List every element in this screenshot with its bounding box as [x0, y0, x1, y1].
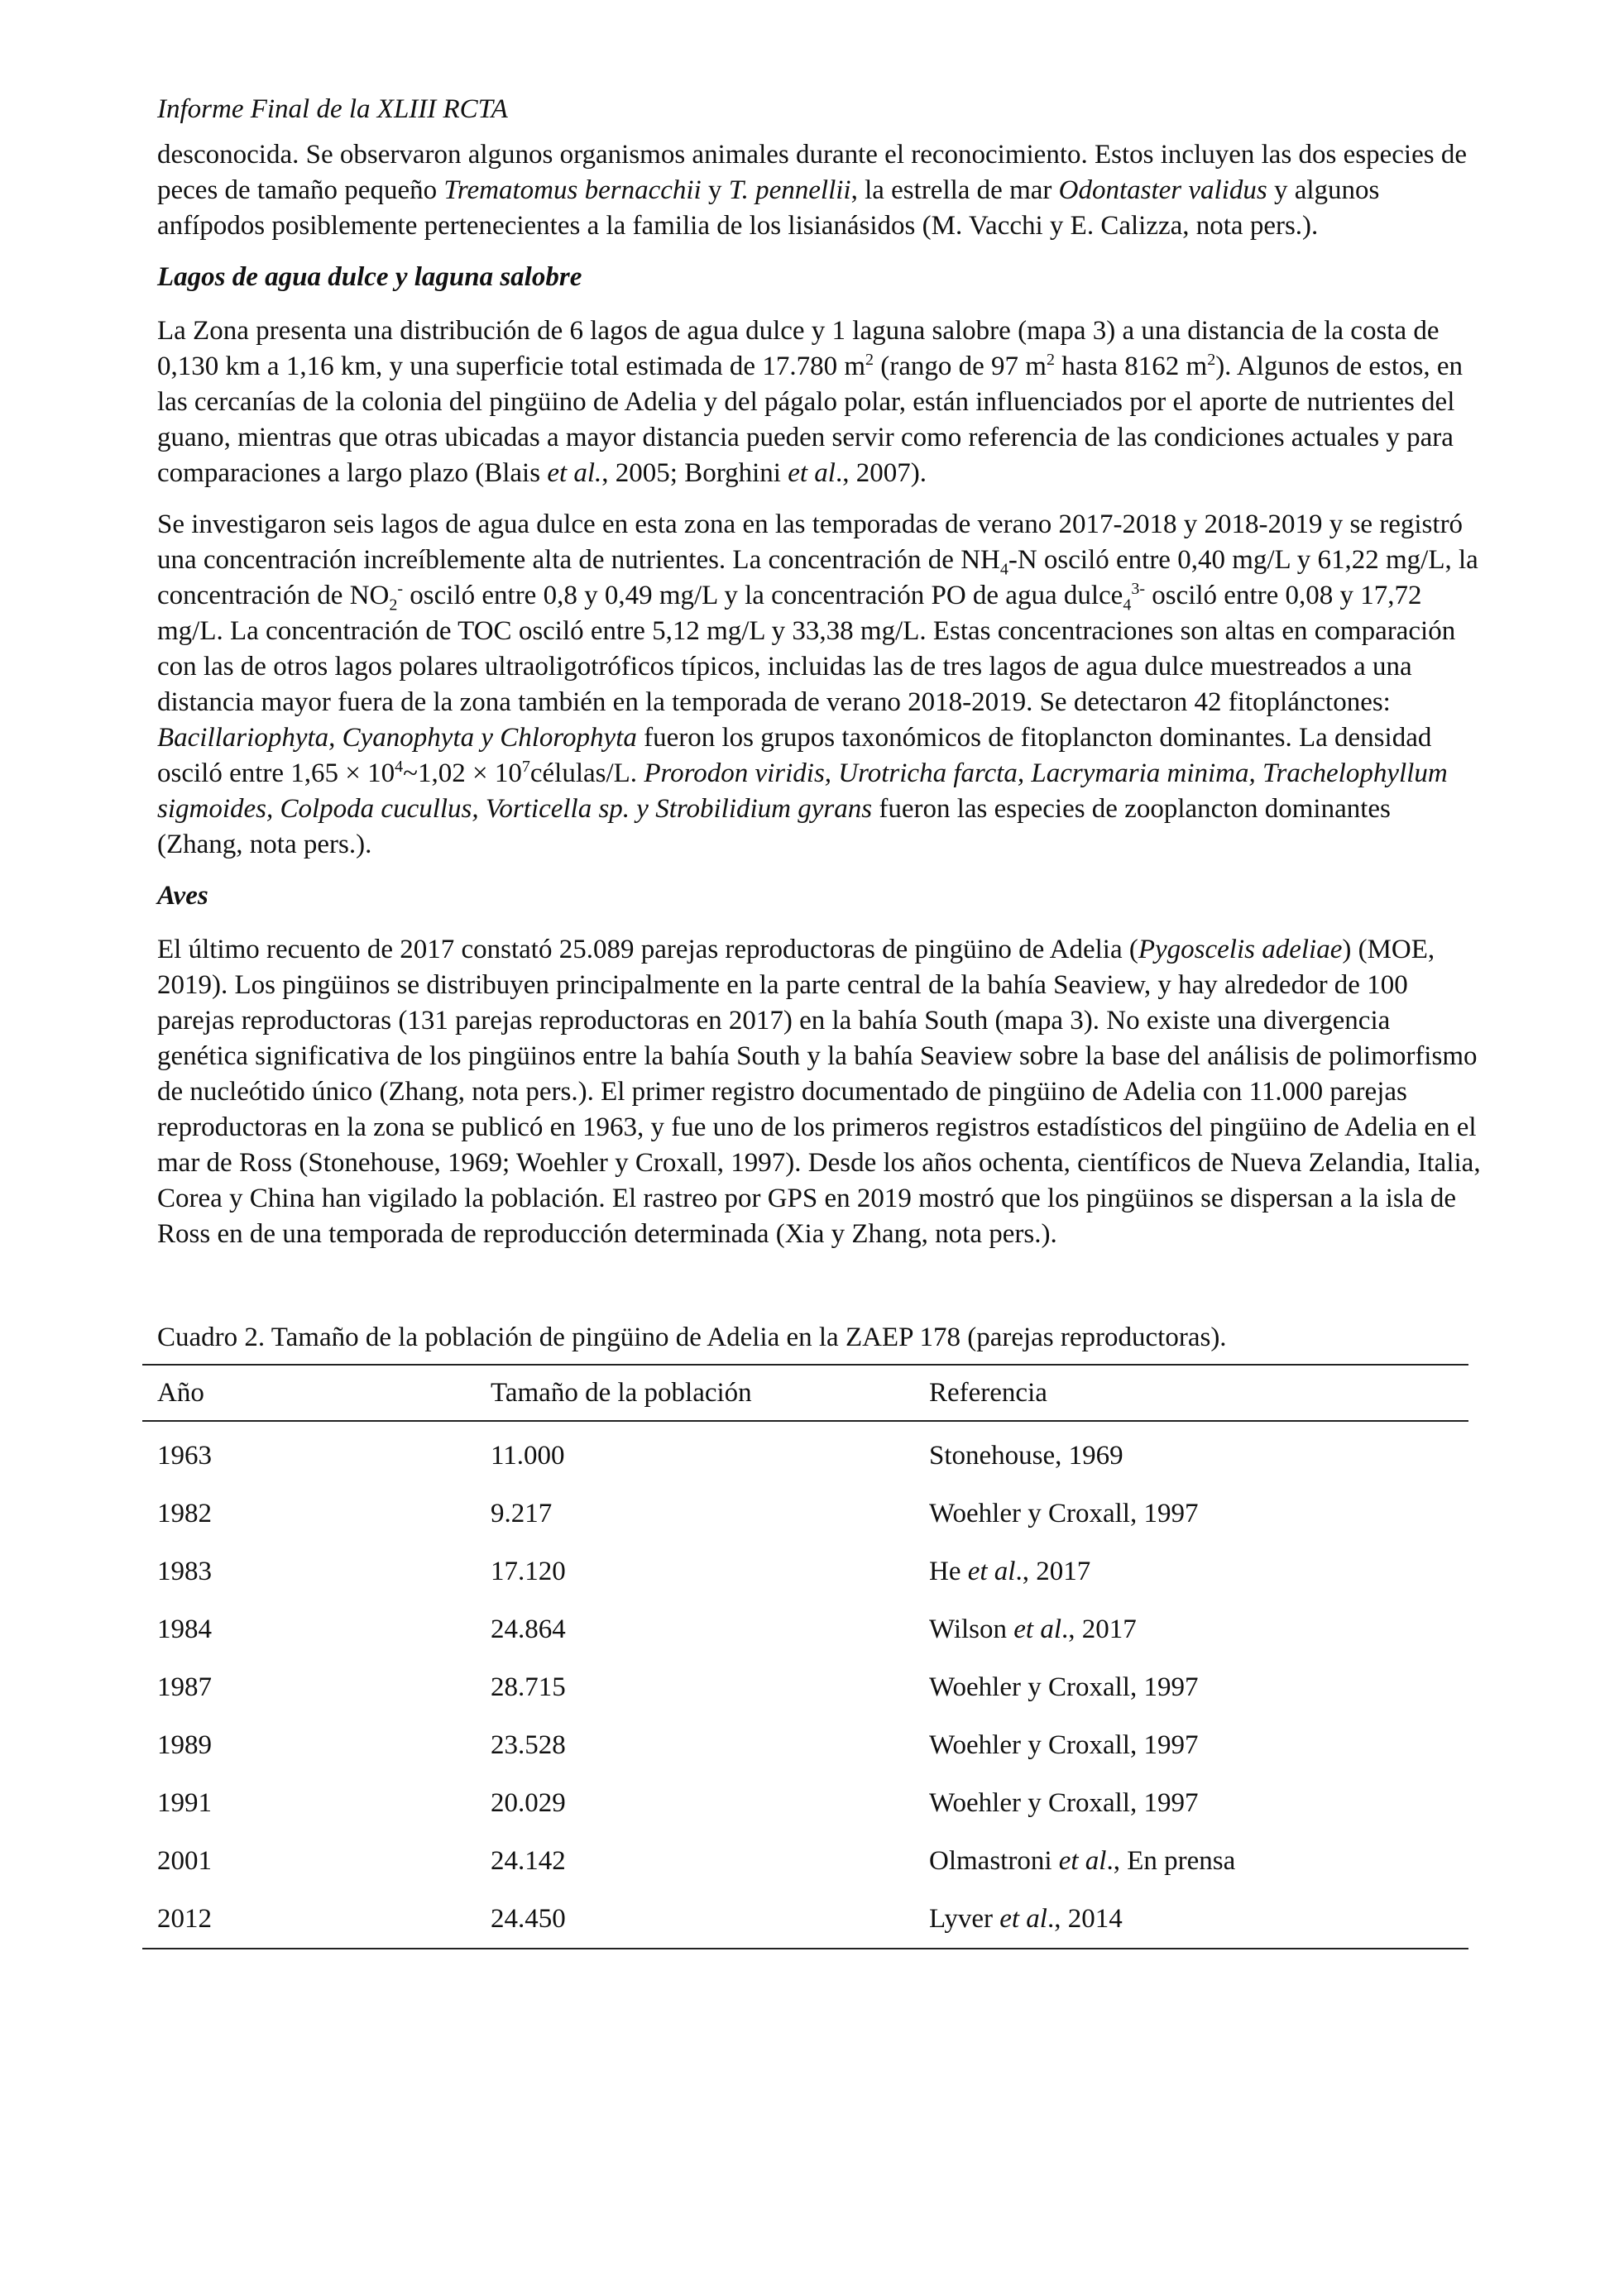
text-run: hasta 8162 m: [1054, 352, 1208, 381]
table-row: [142, 1485, 1468, 1543]
reference-italic: et al: [1058, 1845, 1107, 1876]
superscript: 2: [1207, 351, 1216, 369]
cell-year: 1983: [157, 1556, 212, 1586]
species-name: Pygoscelis adeliae: [1138, 935, 1343, 964]
paragraph-lakes-nutrients: [157, 507, 1481, 863]
cell-year: 2012: [142, 1890, 476, 1949]
running-header: Informe Final de la XLIII RCTA: [157, 94, 508, 124]
population-table: [142, 1364, 1468, 1949]
text-run: ) (MOE, 2019). Los pingüinos se distribuyen principalmente en la parte central de la bahía Seaview, y hay alrededor de 100 parejas reproductoras (131 parejas reproductoras en 2017) en la bahía South (mapa 3). No existe una divergencia genética significativa de los pingüinos entre la bahía South y la bahía Seaview sobre la base del análisis de polimorfismo de nucleótido único (Zhang, nota pers.). El primer registro documentado de pingüino de Adelia con 11.000 parejas reproductoras en la zona se publicó en 1963, y fue uno de los primeros registros estadísticos del pingüino de Adelia en el mar de Ross (Stonehouse, 1969; Woehler y Croxall, 1997). Desde los años ochenta, científicos de Nueva Zelandia, Italia, Corea y China han vigilado la población. El rastreo por GPS en 2019 mostró que los pingüinos se dispersan a la isla de Ross en de una temporada de reproducción determinada (Xia y Zhang, nota pers.).: [157, 935, 1481, 1249]
reference-text: ., 2014: [1047, 1903, 1123, 1934]
cell-reference: [914, 1421, 1468, 1485]
reference-text: ., 2017: [1015, 1556, 1091, 1586]
column-header-year: Año: [142, 1365, 476, 1421]
column-header-reference: Referencia: [914, 1365, 1468, 1421]
cell-reference: [914, 1774, 1468, 1832]
table-row: [142, 1716, 1468, 1774]
table-row: [142, 1832, 1468, 1890]
reference-italic: et al: [1013, 1614, 1061, 1644]
text-run: , 2005; Borghini: [601, 458, 788, 488]
text-run: (rango de 97 m: [874, 352, 1047, 381]
species-name: Trematomus bernacchii: [443, 175, 702, 205]
text-run: , la estrella de mar: [850, 175, 1059, 205]
cell-year: 1963: [157, 1440, 212, 1471]
cell-population: 24.142: [491, 1845, 566, 1876]
table-caption: Cuadro 2. Tamaño de la población de pingüino de Adelia en la ZAEP 178 (parejas reproductoras).: [157, 1323, 1227, 1352]
paragraph-lakes-distribution: [157, 313, 1481, 491]
taxa-italic: Prorodon viridis, Urotricha farcta, Lacrymaria minima, Trachelophyllum sigmoides, Colpoda cucullus, Vorticella sp. y Strobilidium gyrans: [157, 758, 1448, 824]
subscript: 2: [389, 596, 398, 615]
text-run: osciló entre 0,8 y 0,49 mg/L y la concentración PO de agua dulce: [403, 581, 1123, 610]
superscript: 3-: [1131, 580, 1145, 598]
cell-reference: [914, 1485, 1468, 1543]
cell-population: 23.528: [491, 1729, 566, 1760]
subscript: 4: [1123, 596, 1132, 615]
cell-year: 1982: [157, 1498, 212, 1528]
reference-text: ., En prensa: [1106, 1845, 1236, 1876]
cell-year: 2001: [157, 1845, 212, 1876]
species-name: T. pennellii: [728, 175, 851, 205]
text-run: y: [701, 175, 729, 205]
reference-text: He: [929, 1556, 968, 1586]
table-row: [142, 1774, 1468, 1832]
document-page: [157, 89, 1481, 1949]
superscript: 2: [1046, 351, 1055, 369]
superscript: -: [397, 580, 404, 598]
table-row: [142, 1658, 1468, 1716]
table-row: [142, 1600, 1468, 1658]
superscript: 2: [865, 351, 874, 369]
paragraph-species: [157, 137, 1481, 244]
reference-text: Woehler y Croxall, 1997: [929, 1498, 1199, 1528]
taxa-italic: Bacillariophyta, Cyanophyta y Chlorophyta: [157, 723, 637, 753]
cell-reference: [914, 1832, 1468, 1890]
cell-population: 28.715: [491, 1672, 566, 1702]
cell-year: 1984: [157, 1614, 212, 1644]
text-run: El último recuento de 2017 constató 25.089 parejas reproductoras de pingüino de Adelia (: [157, 935, 1138, 964]
superscript: 7: [521, 758, 530, 776]
table-row: [142, 1543, 1468, 1600]
text-run: desconocida. Se observaron algunos organismos animales durante el reconocimiento. Estos incluyen las dos especies de peces de tamaño pequeño: [157, 140, 1467, 205]
cell-reference: [914, 1600, 1468, 1658]
text-run: ., 2007).: [835, 458, 927, 488]
citation-italic: et al.: [547, 458, 602, 488]
reference-italic: et al: [999, 1903, 1047, 1934]
text-run: fueron las especies de zooplancton dominantes (Zhang, nota pers.).: [157, 794, 1391, 859]
text-run: ). Algunos de estos, en las cercanías de la colonia del pingüino de Adelia y del págalo polar, están influenciados por el aporte de nutrientes del guano, mientras que otras ubicadas a mayor distancia pueden servir como referencia de las condiciones actuales y para comparaciones a largo plazo (Blais: [157, 352, 1463, 488]
text-run: células/L.: [529, 758, 644, 788]
cell-year: 1987: [157, 1672, 212, 1702]
cell-reference: [914, 1890, 1468, 1949]
cell-population: 20.029: [491, 1787, 566, 1818]
reference-text: ., 2017: [1061, 1614, 1137, 1644]
cell-population: 9.217: [491, 1498, 553, 1528]
citation-italic: et al: [788, 458, 836, 488]
superscript: 4: [395, 758, 404, 776]
text-run: -N osciló entre 0,40 mg/L y 61,22 mg/L, la concentración de NO: [157, 545, 1478, 610]
reference-text: Wilson: [929, 1614, 1014, 1644]
reference-text: Woehler y Croxall, 1997: [929, 1787, 1199, 1818]
text-run: Se investigaron seis lagos de agua dulce en esta zona en las temporadas de verano 2017-2018 y 2018-2019 y se registró una concentración increíblemente alta de nutrientes. La concentración de NH: [157, 509, 1464, 575]
cell-population: 17.120: [491, 1556, 566, 1586]
cell-population: 24.450: [476, 1890, 914, 1949]
cell-year: 1991: [157, 1787, 212, 1818]
cell-reference: [914, 1543, 1468, 1600]
reference-text: Stonehouse, 1969: [929, 1440, 1123, 1471]
table-row: [142, 1421, 1468, 1485]
reference-text: Woehler y Croxall, 1997: [929, 1729, 1199, 1760]
cell-reference: [914, 1658, 1468, 1716]
cell-population: 11.000: [491, 1440, 565, 1471]
subscript: 4: [999, 560, 1008, 579]
column-header-population: Tamaño de la población: [476, 1365, 914, 1421]
reference-text: Olmastroni: [929, 1845, 1059, 1876]
table-header-row: [142, 1365, 1468, 1421]
species-name: Odontaster validus: [1058, 175, 1267, 205]
paragraph-birds: [157, 932, 1481, 1252]
text-run: ~1,02 × 10: [403, 758, 522, 788]
reference-italic: et al: [967, 1556, 1016, 1586]
reference-text: Woehler y Croxall, 1997: [929, 1672, 1199, 1702]
text-run: osciló entre 0,08 y 17,72 mg/L. La concentración de TOC osciló entre 5,12 mg/L y 33,38 mg/L. Estas concentraciones son altas en comparación con las de otros lagos polares ultraoligotróficos típicos, incluidas las de tres lagos de agua dulce muestreados a una distancia mayor fuera de la zona también en la temporada de verano 2018-2019. Se detectaron 42 fitoplánctones:: [157, 581, 1456, 717]
cell-reference: [914, 1716, 1468, 1774]
text-run: La Zona presenta una distribución de 6 lagos de agua dulce y 1 laguna salobre (mapa 3) a una distancia de la costa de 0,130 km a 1,16 km, y una superficie total estimada de 17.780 m: [157, 316, 1440, 381]
text-run: fueron los grupos taxonómicos de fitoplancton dominantes. La densidad osciló entre 1,65 × 10: [157, 723, 1432, 788]
cell-year: 1989: [157, 1729, 212, 1760]
cell-population: 24.864: [491, 1614, 566, 1644]
section-heading-birds: Aves: [157, 881, 208, 911]
reference-text: Lyver: [929, 1903, 1000, 1934]
text-run: y algunos anfípodos posiblemente pertenecientes a la familia de los lisianásidos (M. Vacchi y E. Calizza, nota pers.).: [157, 175, 1380, 241]
table-row: [142, 1890, 1468, 1949]
section-heading-lakes: Lagos de agua dulce y laguna salobre: [157, 262, 582, 292]
